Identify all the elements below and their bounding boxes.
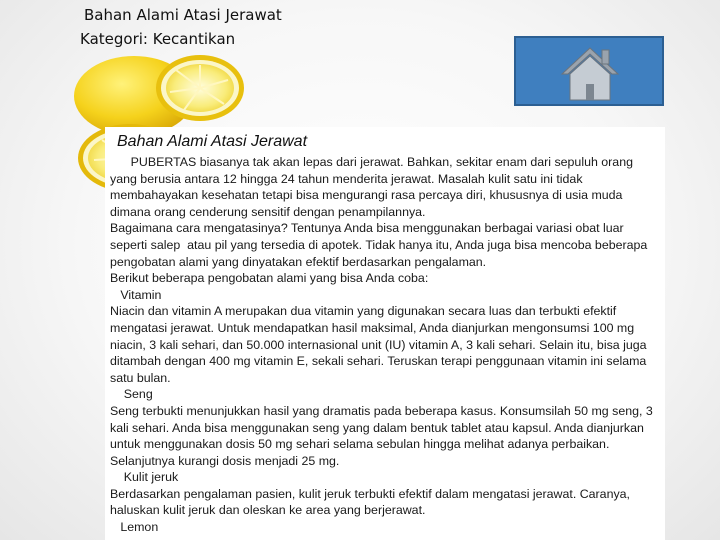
section-heading-vitamin: Vitamin	[110, 287, 162, 302]
home-icon	[560, 44, 620, 102]
article-paragraph: Niacin dan vitamin A merupakan dua vitamin yang digunakan secara luas dan terbukti efektif mengatasi jerawat. Untuk mendapatkan hasil maksimal, Anda dianjurkan mengonsumsi 100 mg niacin, 3 kali sehari, dan 50.000 internasional unit (IU) vitamin A, 3 kali sehari. Selain itu, bisa juga ditambah dengan 400 mg vitamin E, sekali sehari. Teruskan terapi penggunaan vitamin ini selama satu bulan.	[110, 304, 650, 385]
article-paragraph: Berdasarkan pengalaman pasien, kulit jeruk terbukti efektif dalam mengatasi jerawat. Caranya, haluskan kulit jeruk dan oleskan ke area yang berjerawat.	[110, 486, 634, 518]
section-heading-kulit-jeruk: Kulit jeruk	[110, 470, 179, 485]
slide-category: Kategori: Kecantikan	[80, 30, 236, 48]
article-paragraph: Bagaimana cara mengatasinya? Tentunya Anda bisa menggunakan berbagai variasi obat luar seperti salep atau pil yang tersedia di apotek. Tidak hanya itu, Anda juga bisa mencoba beberapa pengobatan alami yang dinyatakan efektif berdasarkan pengalaman.	[110, 221, 651, 269]
article-body	[110, 154, 661, 536]
slide-title: Bahan Alami Atasi Jerawat	[84, 6, 282, 24]
section-heading-seng: Seng	[110, 387, 153, 402]
section-heading-lemon: Lemon	[110, 520, 159, 535]
article-paragraph: PUBERTAS biasanya tak akan lepas dari jerawat. Bahkan, sekitar enam dari sepuluh orang yang berusia antara 12 hingga 24 tahun menderita jerawat. Masalah kulit satu ini tidak membahayakan kesehatan tetapi bisa mengurangi rasa percaya diri, khususnya di usia muda dimana orang cenderung sensitif dengan penampilannya.	[110, 155, 637, 219]
article-paragraph: Berikut beberapa pengobatan alami yang bisa Anda coba:	[110, 271, 429, 286]
article-heading: Bahan Alami Atasi Jerawat	[117, 133, 308, 150]
home-button[interactable]	[514, 36, 664, 106]
article-panel	[105, 127, 665, 540]
article-paragraph: Seng terbukti menunjukkan hasil yang dramatis pada beberapa kasus. Konsumsilah 50 mg seng, 3 kali sehari. Anda bisa menggunakan seng yang dalam bentuk tablet atau kapsul. Anda dianjurkan untuk menggunakan dosis 50 mg sehari selama sebulan hingga melihat adanya perbaikan. Selanjutnya kurangi dosis menjadi 25 mg.	[110, 403, 657, 468]
